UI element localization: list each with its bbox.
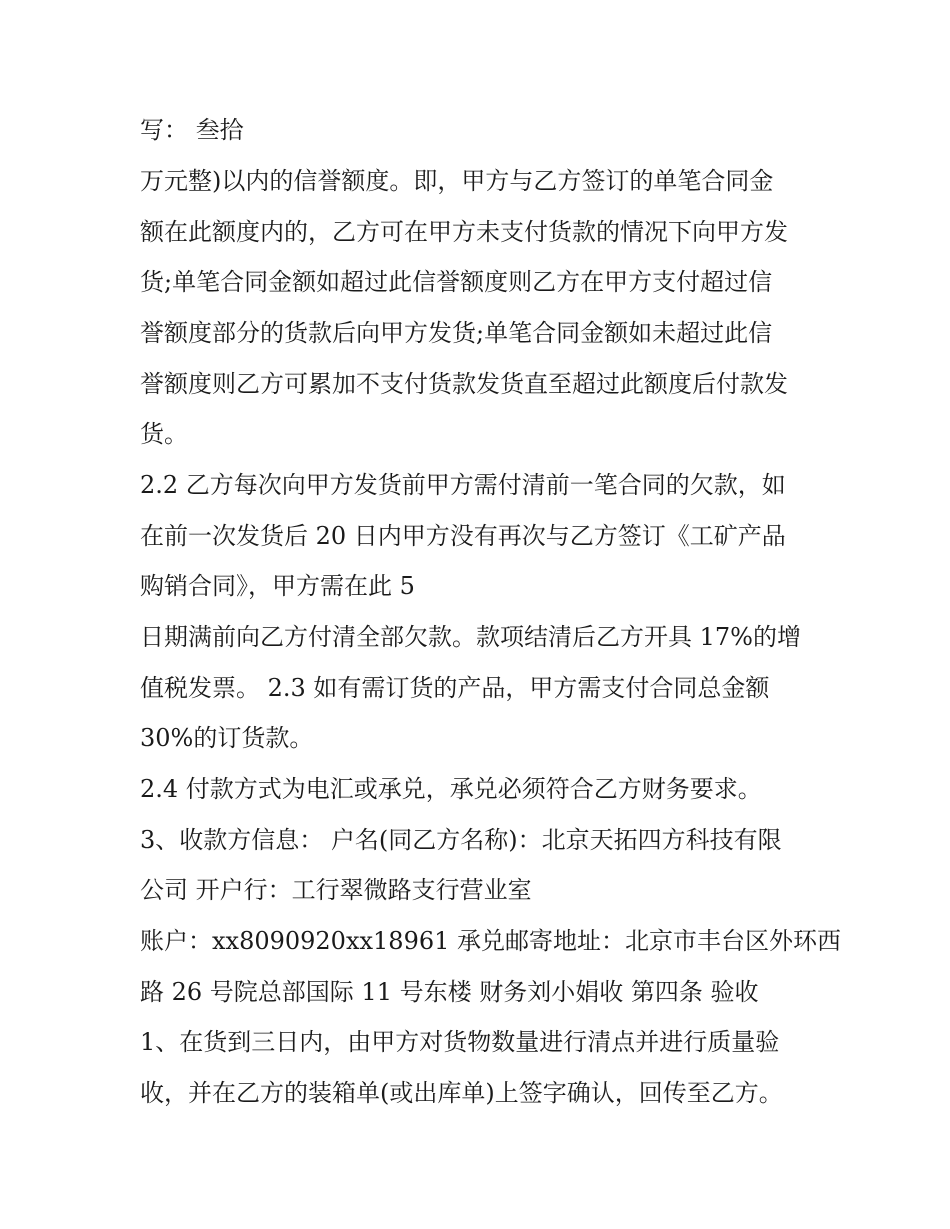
text-line: 路 26 号院总部国际 11 号东楼 财务刘小娟收 第四条 验收 bbox=[140, 978, 759, 1006]
text-line: 收，并在乙方的装箱单(或出库单)上签字确认，回传至乙方。 bbox=[140, 1079, 783, 1107]
text-line: 日期满前向乙方付清全部欠款。款项结清后乙方开具 17%的增 bbox=[140, 623, 801, 651]
text-line: 万元整)以内的信誉额度。即，甲方与乙方签订的单笔合同金 bbox=[140, 167, 774, 195]
text-line: 购销合同》，甲方需在此 5 bbox=[140, 572, 415, 600]
text-line: 货;单笔合同金额如超过此信誉额度则乙方在甲方支付超过信 bbox=[140, 268, 773, 296]
text-line: 值税发票。 2.3 如有需订货的产品，甲方需支付合同总金额 bbox=[140, 674, 770, 702]
text-line: 誉额度则乙方可累加不支付货款发货直至超过此额度后付款发 bbox=[140, 370, 788, 398]
text-line: 在前一次发货后 20 日内甲方没有再次与乙方签订《工矿产品 bbox=[140, 522, 786, 550]
text-line: 3、收款方信息： 户名(同乙方名称)：北京天拓四方科技有限 bbox=[140, 826, 782, 854]
text-line: 2.2 乙方每次向甲方发货前甲方需付清前一笔合同的欠款，如 bbox=[140, 471, 786, 499]
text-line: 1、在货到三日内，由甲方对货物数量进行清点并进行质量验 bbox=[140, 1028, 780, 1056]
text-line: 誉额度部分的货款后向甲方发货;单笔合同金额如未超过此信 bbox=[140, 319, 773, 347]
text-line: 额在此额度内的，乙方可在甲方未支付货款的情况下向甲方发 bbox=[140, 218, 788, 246]
text-line: 2.4 付款方式为电汇或承兑，承兑必须符合乙方财务要求。 bbox=[140, 775, 762, 803]
text-line: 货。 bbox=[140, 420, 188, 448]
text-line: 公司 开户行：工行翠微路支行营业室 bbox=[140, 876, 532, 904]
text-line: 30%的订货款。 bbox=[140, 724, 314, 752]
text-line: 写： 叁拾 bbox=[140, 116, 244, 144]
text-line: 账户：xx8090920xx18961 承兑邮寄地址：北京市丰台区外环西 bbox=[140, 927, 842, 955]
